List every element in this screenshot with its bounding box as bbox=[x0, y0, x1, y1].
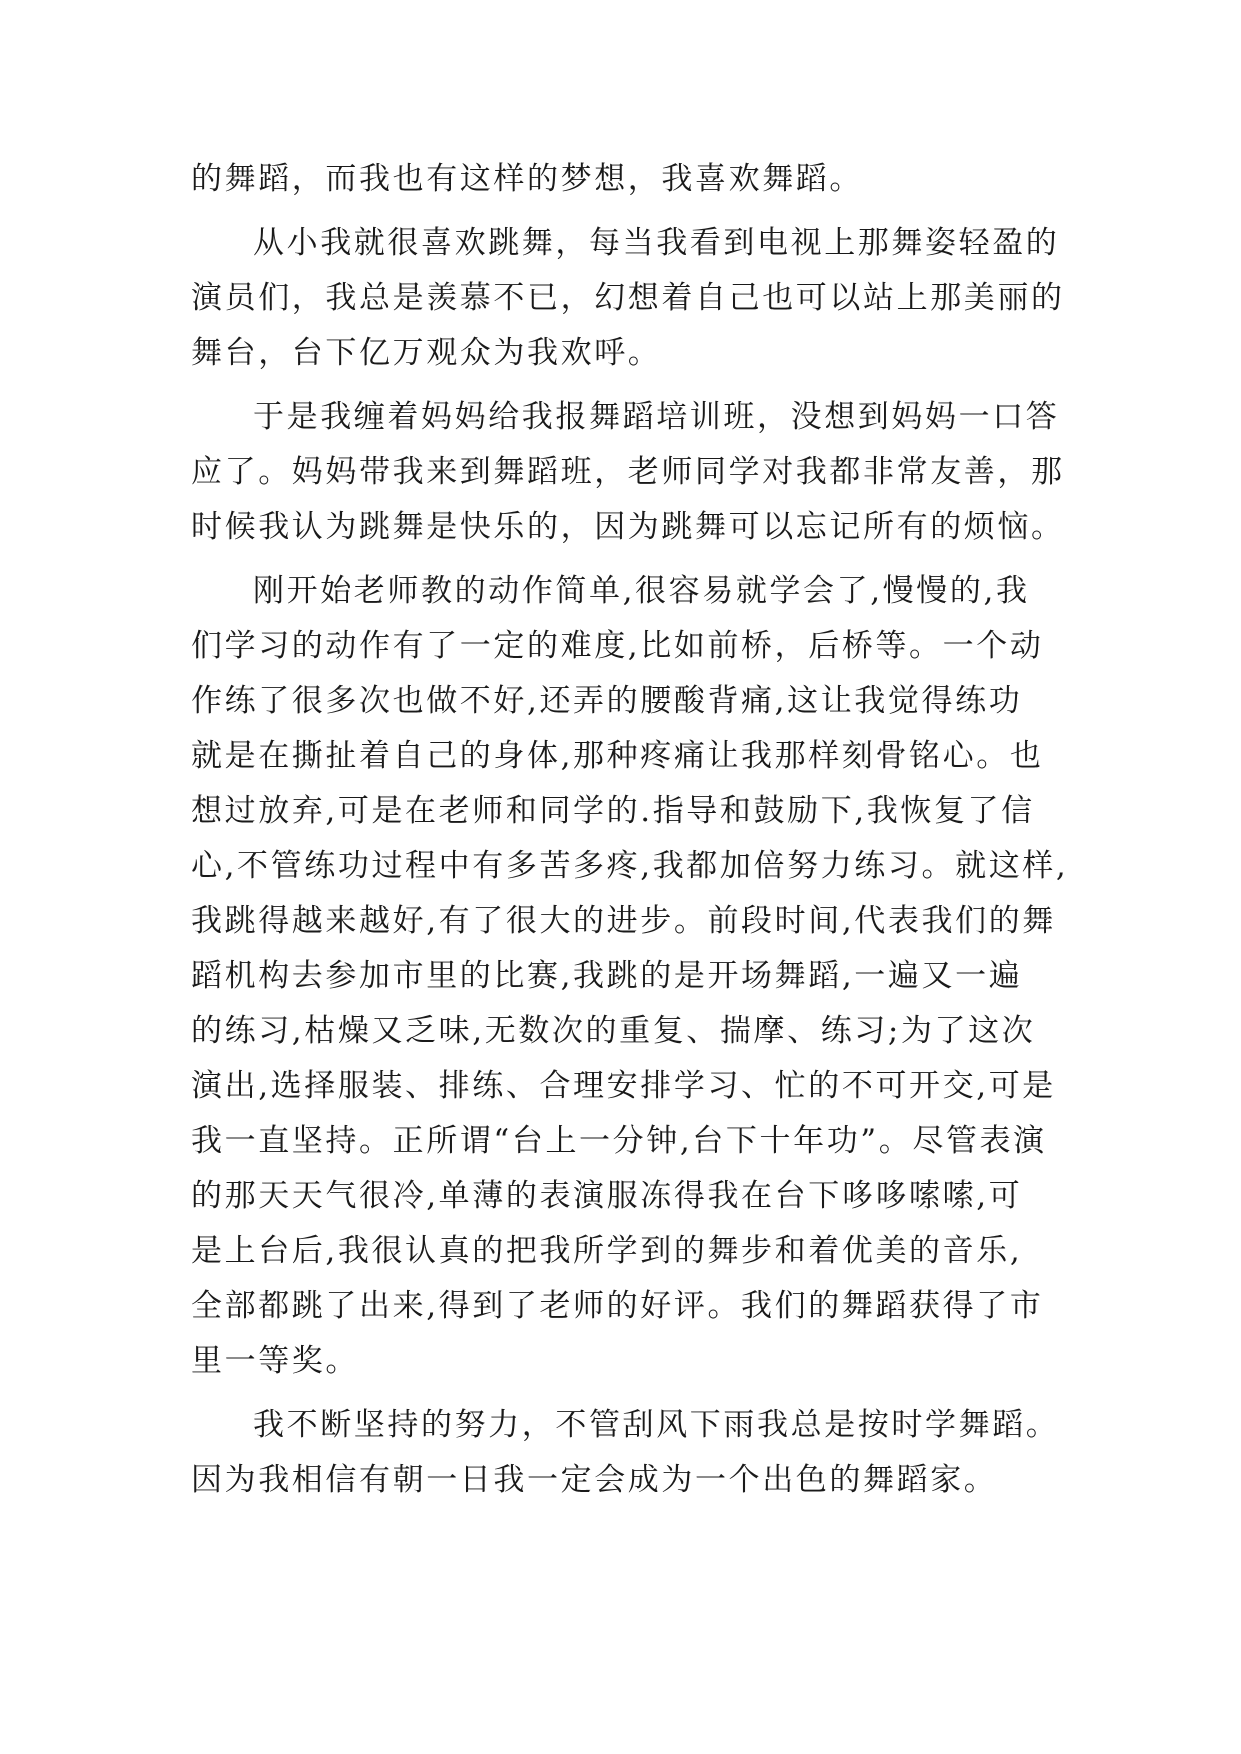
paragraph-line: 就是在撕扯着自己的身体,那种疼痛让我那样刻骨铭心。也 bbox=[191, 738, 1044, 774]
paragraph-line: 舞台，台下亿万观众为我欢呼。 bbox=[191, 335, 662, 371]
paragraph-line: 心,不管练功过程中有多苦多疼,我都加倍努力练习。就这样, bbox=[191, 848, 1069, 884]
paragraph-line: 蹈机构去参加市里的比赛,我跳的是开场舞蹈,一遍又一遍 bbox=[191, 958, 1023, 994]
paragraph-line: 是上台后,我很认真的把我所学到的舞步和着优美的音乐, bbox=[191, 1233, 1023, 1269]
paragraph-line: 应了。妈妈带我来到舞蹈班，老师同学对我都非常友善，那 bbox=[191, 454, 1065, 490]
paragraph-line: 里一等奖。 bbox=[191, 1343, 359, 1379]
paragraph-line: 的练习,枯燥又乏味,无数次的重复、揣摩、练习;为了这次 bbox=[191, 1013, 1036, 1049]
paragraph-line: 演员们，我总是羡慕不已，幻想着自己也可以站上那美丽的 bbox=[191, 280, 1065, 316]
essay-body bbox=[191, 152, 1069, 1508]
paragraph-line: 我跳得越来越好,有了很大的进步。前段时间,代表我们的舞 bbox=[191, 903, 1056, 939]
paragraph-line: 于是我缠着妈妈给我报舞蹈培训班，没想到妈妈一口答 bbox=[253, 399, 1060, 435]
paragraph-line: 的舞蹈，而我也有这样的梦想，我喜欢舞蹈。 bbox=[191, 161, 863, 197]
paragraph-line: 作练了很多次也做不好,还弄的腰酸背痛,这让我觉得练功 bbox=[191, 683, 1023, 719]
paragraph-line: 想过放弃,可是在老师和同学的.指导和鼓励下,我恢复了信 bbox=[191, 793, 1035, 829]
paragraph-line: 演出,选择服装、排练、合理安排学习、忙的不可开交,可是 bbox=[191, 1068, 1056, 1104]
paragraph-line: 全部都跳了出来,得到了老师的好评。我们的舞蹈获得了市 bbox=[191, 1288, 1044, 1324]
paragraph-line: 我不断坚持的努力，不管刮风下雨我总是按时学舞蹈。 bbox=[253, 1407, 1060, 1443]
paragraph-line: 因为我相信有朝一日我一定会成为一个出色的舞蹈家。 bbox=[191, 1462, 998, 1498]
paragraph-line: 刚开始老师教的动作简单,很容易就学会了,慢慢的,我 bbox=[253, 573, 1030, 609]
paragraph-line: 从小我就很喜欢跳舞，每当我看到电视上那舞姿轻盈的 bbox=[253, 225, 1060, 261]
paragraph-line: 的那天天气很冷,单薄的表演服冻得我在台下哆哆嗦嗦,可 bbox=[191, 1178, 1023, 1214]
paragraph-line: 们学习的动作有了一定的难度,比如前桥，后桥等。一个动 bbox=[191, 628, 1044, 664]
paragraph-line: 我一直坚持。正所谓“台上一分钟,台下十年功”。尽管表演 bbox=[191, 1123, 1047, 1159]
paragraph-line: 时候我认为跳舞是快乐的，因为跳舞可以忘记所有的烦恼。 bbox=[191, 509, 1065, 545]
